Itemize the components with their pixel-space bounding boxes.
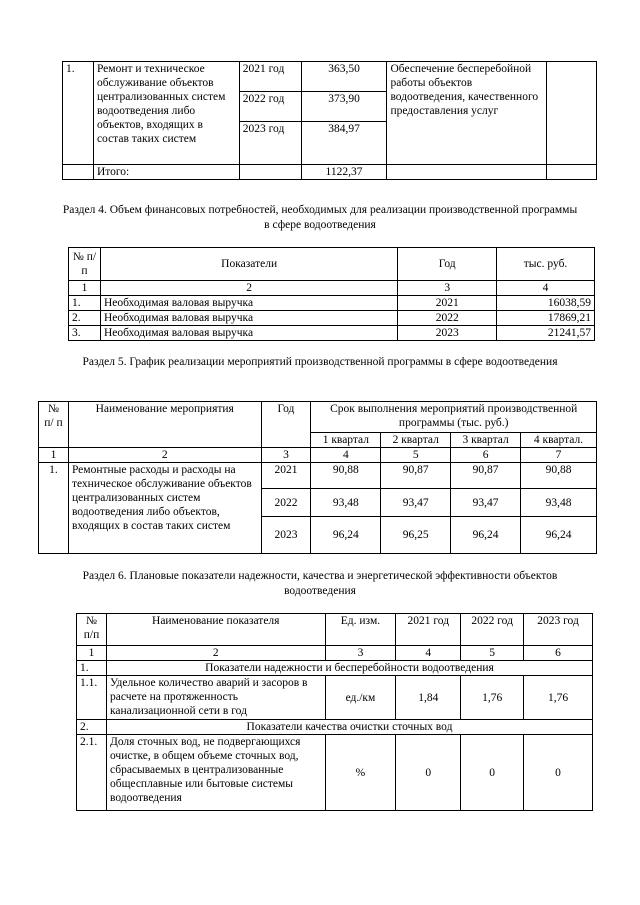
index-cell: 3 bbox=[398, 281, 497, 296]
value-cell: 0 bbox=[524, 735, 593, 811]
header-indicator: Показатели bbox=[100, 248, 397, 281]
index-cell: 6 bbox=[524, 646, 593, 661]
header-year: 2023 год bbox=[524, 614, 593, 646]
index-cell: 3 bbox=[325, 646, 396, 661]
total-label: Итого: bbox=[93, 165, 239, 180]
row-number: 2. bbox=[69, 311, 101, 326]
unit-cell: ед./км bbox=[325, 676, 396, 720]
section-5-title: Раздел 5. График реализации мероприятий производственной программы в сфере водоотведения bbox=[82, 356, 558, 368]
quarter-header: 4 квартал. bbox=[521, 433, 597, 448]
quarter-value: 93,48 bbox=[521, 489, 597, 517]
year-cell: 2023 bbox=[398, 326, 497, 341]
year-cell: 2022 год bbox=[239, 92, 301, 122]
total-value: 1122,37 bbox=[301, 165, 387, 180]
section-4-title: Раздел 4. Объем финансовых потребностей, необходимых для реализации производственной программы в сфере водоотведения bbox=[62, 204, 578, 231]
indicator-name: Необходимая валовая выручка bbox=[100, 326, 397, 341]
quarter-value: 90,88 bbox=[521, 463, 597, 489]
value-cell: 363,50 bbox=[301, 62, 387, 92]
indicators-table bbox=[76, 613, 593, 811]
quarter-value: 93,47 bbox=[451, 489, 521, 517]
measure-name: Ремонт и техническое обслуживание объектов централизованных систем водоотведения либо объектов, входящих в состав таких систем bbox=[93, 62, 239, 165]
quarter-value: 96,24 bbox=[451, 517, 521, 554]
empty-cell bbox=[63, 165, 94, 180]
index-cell: 4 bbox=[396, 646, 461, 661]
header-year: 2021 год bbox=[396, 614, 461, 646]
year-cell: 2021 bbox=[398, 296, 497, 311]
index-cell: 5 bbox=[381, 448, 451, 463]
year-cell: 2022 bbox=[261, 489, 311, 517]
header-measure: Наименование мероприятия bbox=[68, 402, 261, 448]
empty-cell bbox=[547, 165, 597, 180]
value-cell: 1,84 bbox=[396, 676, 461, 720]
header-amount: тыс. руб. bbox=[497, 248, 595, 281]
index-cell: 2 bbox=[68, 448, 261, 463]
indicator-name: Доля сточных вод, не подвергающихся очистке, в общем объеме сточных вод, сбрасываемых в централизованные общесплавные или бытовые системы водоотведения bbox=[106, 735, 325, 811]
empty-cell bbox=[547, 62, 597, 165]
finance-table bbox=[68, 247, 595, 341]
index-cell: 2 bbox=[100, 281, 397, 296]
quarter-value: 93,47 bbox=[381, 489, 451, 517]
year-cell: 2023 bbox=[261, 517, 311, 554]
quarter-header: 1 квартал bbox=[311, 433, 381, 448]
row-number: 1.1. bbox=[77, 676, 107, 720]
group-title: Показатели качества очистки сточных вод bbox=[106, 720, 592, 735]
row-number: 3. bbox=[69, 326, 101, 341]
row-number: 2.1. bbox=[77, 735, 107, 811]
row-number: 1. bbox=[69, 296, 101, 311]
row-number: 1. bbox=[39, 463, 69, 554]
row-number: 1. bbox=[63, 62, 94, 165]
header-unit: Ед. изм. bbox=[325, 614, 396, 646]
value-cell: 0 bbox=[396, 735, 461, 811]
index-cell: 1 bbox=[77, 646, 107, 661]
year-cell: 2021 bbox=[261, 463, 311, 489]
amount-cell: 21241,57 bbox=[497, 326, 595, 341]
quarter-value: 93,48 bbox=[311, 489, 381, 517]
quarter-value: 90,87 bbox=[381, 463, 451, 489]
group-number: 2. bbox=[77, 720, 107, 735]
value-cell: 1,76 bbox=[524, 676, 593, 720]
quarter-header: 2 квартал bbox=[381, 433, 451, 448]
value-cell: 373,90 bbox=[301, 92, 387, 122]
quarter-value: 90,88 bbox=[311, 463, 381, 489]
header-num: № п/п bbox=[77, 614, 107, 646]
header-period: Срок выполнения мероприятий производственной программы (тыс. руб.) bbox=[311, 402, 597, 433]
header-year: Год bbox=[398, 248, 497, 281]
quarter-value: 96,25 bbox=[381, 517, 451, 554]
value-cell: 0 bbox=[461, 735, 524, 811]
schedule-table bbox=[38, 401, 597, 554]
indicator-name: Необходимая валовая выручка bbox=[100, 311, 397, 326]
group-number: 1. bbox=[77, 661, 107, 676]
indicator-name: Необходимая валовая выручка bbox=[100, 296, 397, 311]
index-cell: 4 bbox=[497, 281, 595, 296]
index-cell: 1 bbox=[69, 281, 101, 296]
header-num: № п/п bbox=[69, 248, 101, 281]
year-cell: 2023 год bbox=[239, 122, 301, 165]
program-measures-table bbox=[62, 61, 597, 180]
unit-cell: % bbox=[325, 735, 396, 811]
index-cell: 4 bbox=[311, 448, 381, 463]
index-cell: 3 bbox=[261, 448, 311, 463]
value-cell: 384,97 bbox=[301, 122, 387, 165]
header-indicator: Наименование показателя bbox=[106, 614, 325, 646]
index-cell: 1 bbox=[39, 448, 69, 463]
empty-cell bbox=[239, 165, 301, 180]
measure-name: Ремонтные расходы и расходы на техническое обслуживание объектов централизованных систем водоотведения либо объектов, входящих в состав таких систем bbox=[68, 463, 261, 554]
value-cell: 1,76 bbox=[461, 676, 524, 720]
year-cell: 2022 bbox=[398, 311, 497, 326]
amount-cell: 16038,59 bbox=[497, 296, 595, 311]
amount-cell: 17869,21 bbox=[497, 311, 595, 326]
year-cell: 2021 год bbox=[239, 62, 301, 92]
index-cell: 7 bbox=[521, 448, 597, 463]
empty-cell bbox=[387, 165, 547, 180]
group-title: Показатели надежности и бесперебойности водоотведения bbox=[106, 661, 592, 676]
header-num: № п/ п bbox=[39, 402, 69, 448]
section-6-title: Раздел 6. Плановые показатели надежности, качества и энергетической эффективности объектов водоотведения bbox=[82, 570, 558, 597]
header-year: Год bbox=[261, 402, 311, 448]
index-cell: 5 bbox=[461, 646, 524, 661]
index-cell: 2 bbox=[106, 646, 325, 661]
measure-note: Обеспечение бесперебойной работы объектов водоотведения, качественного предоставления услуг bbox=[387, 62, 547, 165]
index-cell: 6 bbox=[451, 448, 521, 463]
quarter-value: 96,24 bbox=[311, 517, 381, 554]
indicator-name: Удельное количество аварий и засоров в расчете на протяженность канализационной сети в год bbox=[106, 676, 325, 720]
quarter-value: 96,24 bbox=[521, 517, 597, 554]
header-year: 2022 год bbox=[461, 614, 524, 646]
quarter-header: 3 квартал bbox=[451, 433, 521, 448]
quarter-value: 90,87 bbox=[451, 463, 521, 489]
